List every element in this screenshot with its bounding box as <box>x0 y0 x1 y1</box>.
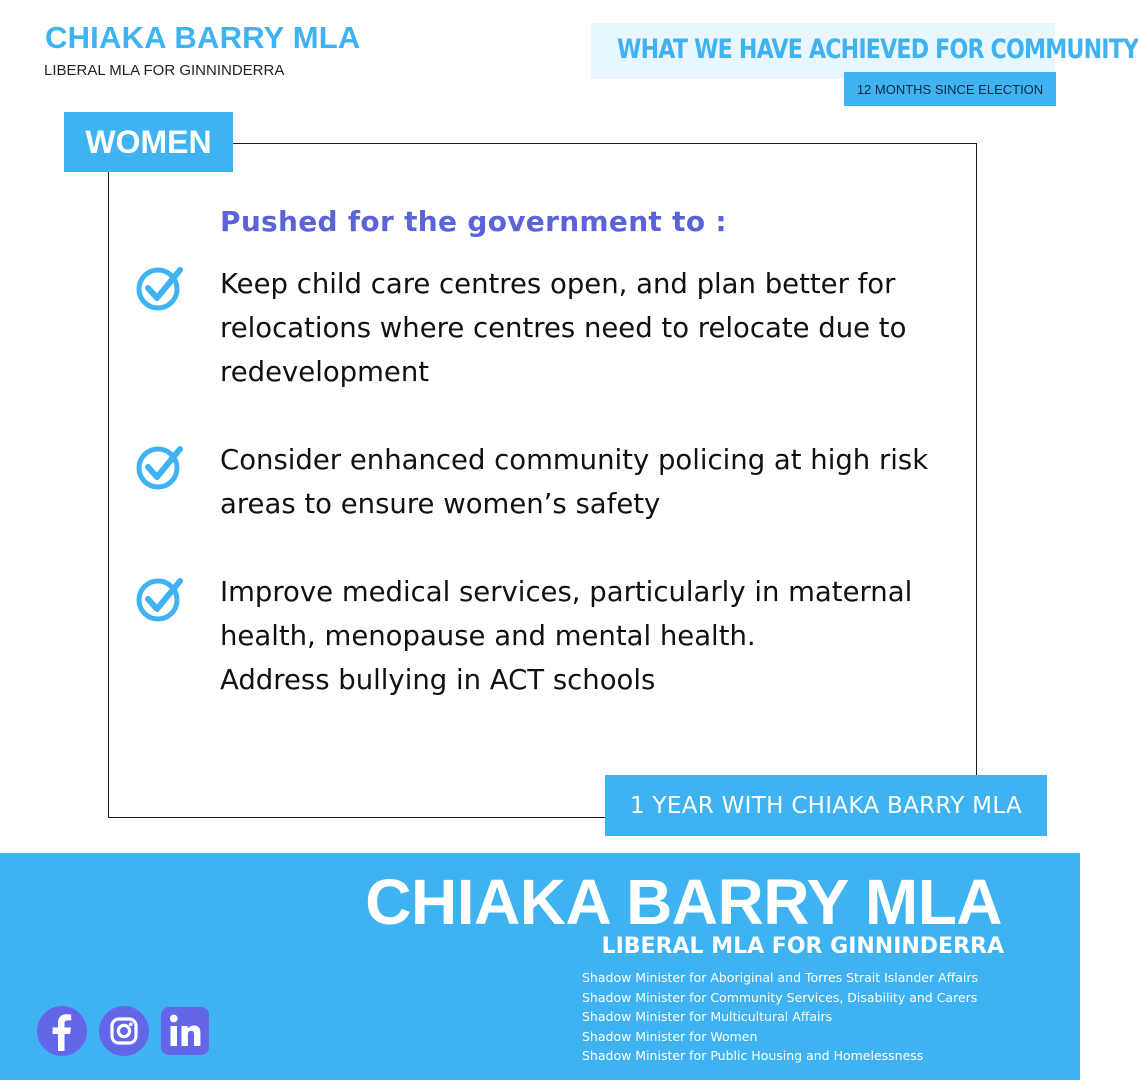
topic-tab: WOMEN <box>64 112 233 172</box>
item-line: Consider enhanced community policing at high risk <box>220 444 929 476</box>
year-badge: 1 YEAR WITH CHIAKA BARRY MLA <box>605 775 1047 836</box>
list-item <box>220 262 940 394</box>
headline-text: WHAT WE HAVE ACHIEVED FOR COMMUNITY <box>617 34 1138 65</box>
list-item <box>220 438 940 526</box>
item-line: Improve medical services, particularly in maternal <box>220 576 913 608</box>
facebook-icon[interactable] <box>37 1006 87 1056</box>
role-item: Shadow Minister for Aboriginal and Torres Strait Islander Affairs <box>582 970 979 985</box>
item-line: health, menopause and mental health. <box>220 620 756 652</box>
header-name: CHIAKA BARRY MLA <box>45 20 361 55</box>
role-item: Shadow Minister for Women <box>582 1028 758 1044</box>
header-subtitle: LIBERAL MLA FOR GINNINDERRA <box>44 62 285 79</box>
item-line: Keep child care centres open, and plan better for <box>220 268 896 300</box>
intro-heading: Pushed for the government to : <box>220 205 727 238</box>
linkedin-icon[interactable] <box>160 1006 210 1056</box>
item-line: redevelopment <box>220 356 430 388</box>
instagram-icon[interactable] <box>99 1006 149 1056</box>
roles-list <box>582 968 978 1066</box>
check-circle-icon <box>134 573 186 625</box>
item-line: areas to ensure women’s safety <box>220 488 661 520</box>
role-item: Shadow Minister for Community Services, Disability and Carers <box>582 989 978 1005</box>
list-item <box>220 570 940 702</box>
item-line: relocations where centres need to relocate due to <box>220 312 907 344</box>
footer-subtitle: LIBERAL MLA FOR GINNINDERRA <box>601 934 1004 959</box>
period-badge: 12 MONTHS SINCE ELECTION <box>844 72 1056 106</box>
check-circle-icon <box>134 441 186 493</box>
role-item: Shadow Minister for Multicultural Affairs <box>582 1009 833 1024</box>
role-item: Shadow Minister for Public Housing and Homelessness <box>582 1048 924 1063</box>
item-line: Address bullying in ACT schools <box>220 664 656 696</box>
check-circle-icon <box>134 262 186 314</box>
footer-name: CHIAKA BARRY MLA <box>365 866 1002 938</box>
